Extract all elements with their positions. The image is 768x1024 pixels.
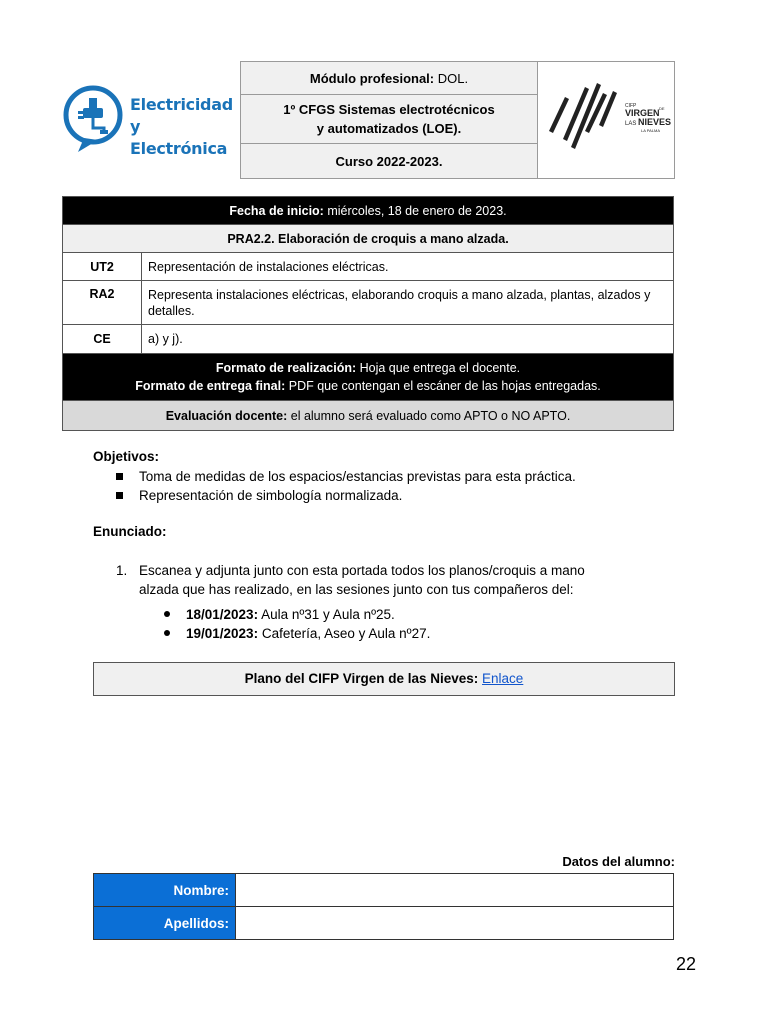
apellidos-field[interactable] — [236, 907, 674, 940]
evaluacion-value: el alumno será evaluado como APTO o NO APTO. — [290, 408, 571, 423]
session-date: 18/01/2023: — [186, 607, 259, 622]
square-bullet-icon — [116, 473, 123, 480]
row-text: Representa instalaciones eléctricas, elaborando croquis a mano alzada, plantas, alzados y detalles. — [142, 281, 674, 325]
practice-info-table — [62, 196, 674, 431]
formato-entrega-value: PDF que contengan el escáner de las hojas entregadas. — [288, 379, 601, 393]
school-logo-cell — [538, 62, 675, 179]
step-text-line1: Escanea y adjunta junto con esta portada todos los planos/croquis a mano — [139, 563, 585, 578]
plano-box — [93, 662, 675, 696]
logo-text-line2: Electrónica — [130, 139, 228, 158]
curso-cell: Curso 2022-2023. — [241, 144, 538, 179]
list-item — [116, 467, 576, 486]
objetivos-title: Objetivos: — [93, 449, 160, 464]
session-date: 19/01/2023: — [186, 626, 259, 641]
sessions-list — [164, 605, 430, 643]
logo-place: LA PALMA — [641, 127, 661, 133]
nombre-field[interactable] — [236, 874, 674, 907]
plano-link[interactable]: Enlace — [482, 671, 524, 686]
formato-realizacion — [69, 359, 667, 377]
row-text: Representación de instalaciones eléctricas. — [142, 253, 674, 281]
logo-nieves: NIEVES — [638, 116, 671, 127]
plano-label: Plano del CIFP Virgen de las Nieves: — [244, 671, 479, 686]
table-row — [63, 325, 674, 354]
modulo-label: Módulo profesional: — [309, 70, 435, 86]
formato-row — [63, 354, 674, 401]
formato-realizacion-label: Formato de realización: — [215, 361, 357, 375]
table-row — [63, 253, 674, 281]
objetivos-list — [116, 467, 576, 505]
ciclo-line2: y automatizados (LOE). — [316, 121, 462, 136]
evaluacion-label: Evaluación docente: — [165, 408, 288, 423]
logo-virgen: VIRGEN — [625, 107, 660, 118]
formato-entrega — [69, 377, 667, 395]
row-code: UT2 — [63, 253, 142, 281]
step-number: 1. — [116, 563, 128, 578]
logo-las: LAS — [625, 120, 637, 127]
logo-de: DE — [659, 105, 665, 111]
list-item — [116, 486, 576, 505]
step-text — [139, 561, 675, 599]
evaluacion-row — [63, 401, 674, 431]
list-item — [164, 624, 430, 643]
logo-text-line1: Electricidad y — [130, 95, 233, 136]
list-item-text: Toma de medidas de los espacios/estancias previstas para esta práctica. — [139, 469, 576, 484]
session-place: Aula nº31 y Aula nº25. — [261, 607, 395, 622]
logo-wordmark — [130, 94, 237, 160]
electricidad-logo — [62, 82, 237, 156]
list-item-text: Representación de simbología normalizada. — [139, 488, 403, 503]
fecha-value: miércoles, 18 de enero de 2023. — [327, 203, 507, 218]
ciclo-line1: 1º CFGS Sistemas electrotécnicos — [283, 102, 495, 117]
page-number: 22 — [675, 954, 696, 974]
table-row — [63, 281, 674, 325]
formato-entrega-label: Formato de entrega final: — [135, 379, 286, 393]
session-place: Cafetería, Aseo y Aula nº27. — [261, 626, 431, 641]
nombre-label: Nombre: — [94, 874, 236, 907]
modulo-value: DOL. — [437, 70, 469, 86]
list-item — [164, 605, 430, 624]
module-header-table — [240, 61, 675, 179]
row-code: CE — [63, 325, 142, 354]
formato-realizacion-value: Hoja que entrega el docente. — [359, 361, 521, 375]
modulo-cell — [241, 62, 538, 95]
logo-cifp: CIFP — [625, 102, 637, 109]
row-code: RA2 — [63, 281, 142, 325]
plug-speech-bubble-icon — [62, 82, 132, 156]
dot-bullet-icon — [164, 630, 170, 636]
student-data-table — [93, 873, 674, 940]
ciclo-cell — [241, 95, 538, 144]
fecha-inicio-row — [63, 197, 674, 225]
row-text: a) y j). — [142, 325, 674, 354]
apellidos-label: Apellidos: — [94, 907, 236, 940]
square-bullet-icon — [116, 492, 123, 499]
practica-title: PRA2.2. Elaboración de croquis a mano alzada. — [63, 225, 674, 253]
dot-bullet-icon — [164, 611, 170, 617]
fecha-label: Fecha de inicio: — [229, 203, 324, 218]
enunciado-title: Enunciado: — [93, 524, 167, 539]
step-text-line2: alzada que has realizado, en las sesiones junto con tus compañeros del: — [139, 582, 574, 597]
school-logo — [541, 69, 671, 169]
student-data-title: Datos del alumno: — [562, 854, 675, 869]
